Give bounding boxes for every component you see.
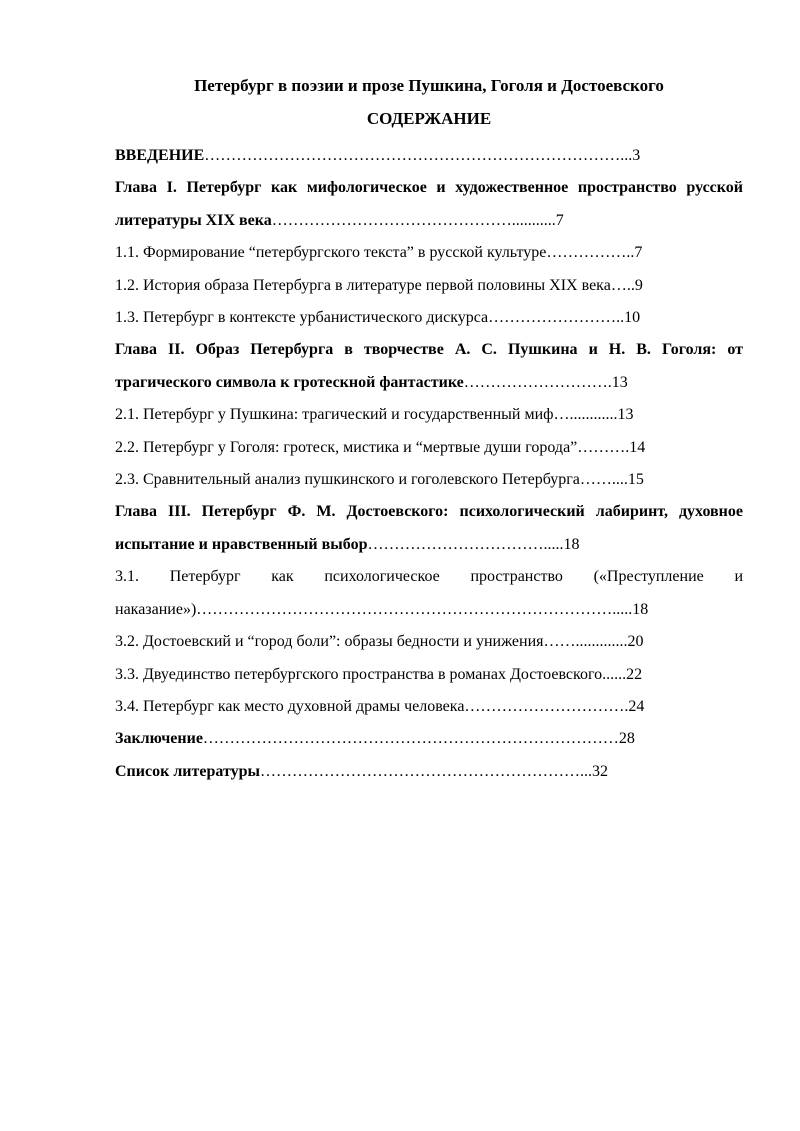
toc-entry <box>115 140 743 172</box>
toc-entry-leader: …………………………. <box>464 697 629 715</box>
toc-entry-label: ВВЕДЕНИЕ <box>115 147 205 164</box>
toc-entry-page: 24 <box>628 697 645 715</box>
toc-heading: СОДЕРЖАНИЕ <box>366 109 492 128</box>
toc-entry-leader: ...... <box>602 665 627 683</box>
toc-entry-leader: ……………………………………………………... <box>260 762 592 780</box>
toc-entry-label: Глава II. Образ Петербурга в творчестве А. С. Пушкина и Н. В. Гоголя: от трагического символа к гротескной фантастике <box>115 341 743 391</box>
toc-entry-leader: ………. <box>577 438 630 456</box>
toc-entry-page: 18 <box>563 535 580 553</box>
toc-entry-label: 2.3. Сравнительный анализ пушкинского и гоголевского Петербурга <box>115 471 580 489</box>
toc-entry-page: 20 <box>627 633 644 651</box>
toc-entry <box>115 399 743 431</box>
toc-entry-page: 28 <box>618 730 635 748</box>
toc-entry-label: 3.3. Двуединство петербургского пространства в романах Достоевского <box>115 665 603 683</box>
toc-entry-label: 3.1. Петербург как психологическое пространство («Преступление и наказание») <box>115 568 743 618</box>
table-of-contents <box>115 140 743 788</box>
toc-entry-leader: ……………………………………………………………………... <box>204 147 633 164</box>
toc-entry <box>115 172 743 237</box>
toc-entry <box>115 723 743 755</box>
toc-entry <box>115 496 743 561</box>
toc-entry <box>115 756 743 788</box>
toc-entry <box>115 302 743 334</box>
toc-entry <box>115 464 743 496</box>
toc-entry-page: 14 <box>629 438 646 456</box>
toc-entry <box>115 561 743 626</box>
toc-entry-page: 13 <box>617 406 634 424</box>
toc-entry-leader: …………………………………………………………………… <box>202 730 619 748</box>
toc-entry <box>115 237 743 269</box>
toc-entry-leader: …............ <box>553 406 618 424</box>
toc-entry-page: 3 <box>632 147 641 164</box>
toc-entry-label: 3.2. Достоевский и “город боли”: образы бедности и унижения <box>115 633 544 651</box>
toc-entry-leader: ….. <box>610 276 635 294</box>
toc-entry-page: 7 <box>634 244 643 262</box>
toc-entry-label: Глава I. Петербург как мифологическое и художественное пространство русской литературы XIX века <box>115 179 743 229</box>
toc-entry-label: 2.1. Петербург у Пушкина: трагический и государственный миф <box>115 406 554 424</box>
toc-entry-page: 13 <box>611 373 628 391</box>
toc-entry-leader: ……………………………………………………………………..... <box>196 600 633 618</box>
toc-entry-page: 9 <box>634 276 643 294</box>
toc-entry-page: 32 <box>592 762 608 780</box>
toc-entry <box>115 334 743 399</box>
toc-entry-page: 7 <box>555 211 564 229</box>
toc-entry-label: 1.2. История образа Петербурга в литературе первой половины XIX века <box>115 276 611 294</box>
toc-entry-label: 1.1. Формирование “петербургского текста” в русской культуре <box>115 244 547 262</box>
toc-entry-leader: ………………………. <box>463 373 612 391</box>
toc-entry-page: 15 <box>627 471 644 489</box>
toc-entry <box>115 626 743 658</box>
toc-entry-leader: …………………….. <box>488 309 625 327</box>
toc-entry-label: Список литературы <box>115 762 260 780</box>
toc-entry-leader: ………………………………………........... <box>271 211 556 229</box>
toc-entry-leader: ……............. <box>543 633 628 651</box>
document-title: Петербург в поэзии и прозе Пушкина, Гоголя и Достоевского <box>194 76 664 95</box>
toc-entry-label: Глава III. Петербург Ф. М. Достоевского: психологический лабиринт, духовное испытание и нравственный выбор <box>115 503 743 553</box>
toc-entry <box>115 432 743 464</box>
toc-entry <box>115 691 743 723</box>
toc-entry-label: 3.4. Петербург как место духовной драмы человека <box>115 697 465 715</box>
toc-entry-label: 1.3. Петербург в контексте урбанистического дискурса <box>115 309 489 327</box>
toc-entry-page: 22 <box>626 665 643 683</box>
toc-entry-leader: …….... <box>579 471 628 489</box>
toc-entry-leader: ……………………………..... <box>367 535 564 553</box>
toc-entry-page: 10 <box>624 309 641 327</box>
toc-entry <box>115 270 743 302</box>
toc-entry-page: 18 <box>632 600 649 618</box>
toc-entry-label: 2.2. Петербург у Гоголя: гротеск, мистика и “мертвые души города” <box>115 438 578 456</box>
toc-entry-label: Заключение <box>115 730 203 748</box>
toc-entry <box>115 659 743 691</box>
toc-entry-leader: …………….. <box>546 244 635 262</box>
